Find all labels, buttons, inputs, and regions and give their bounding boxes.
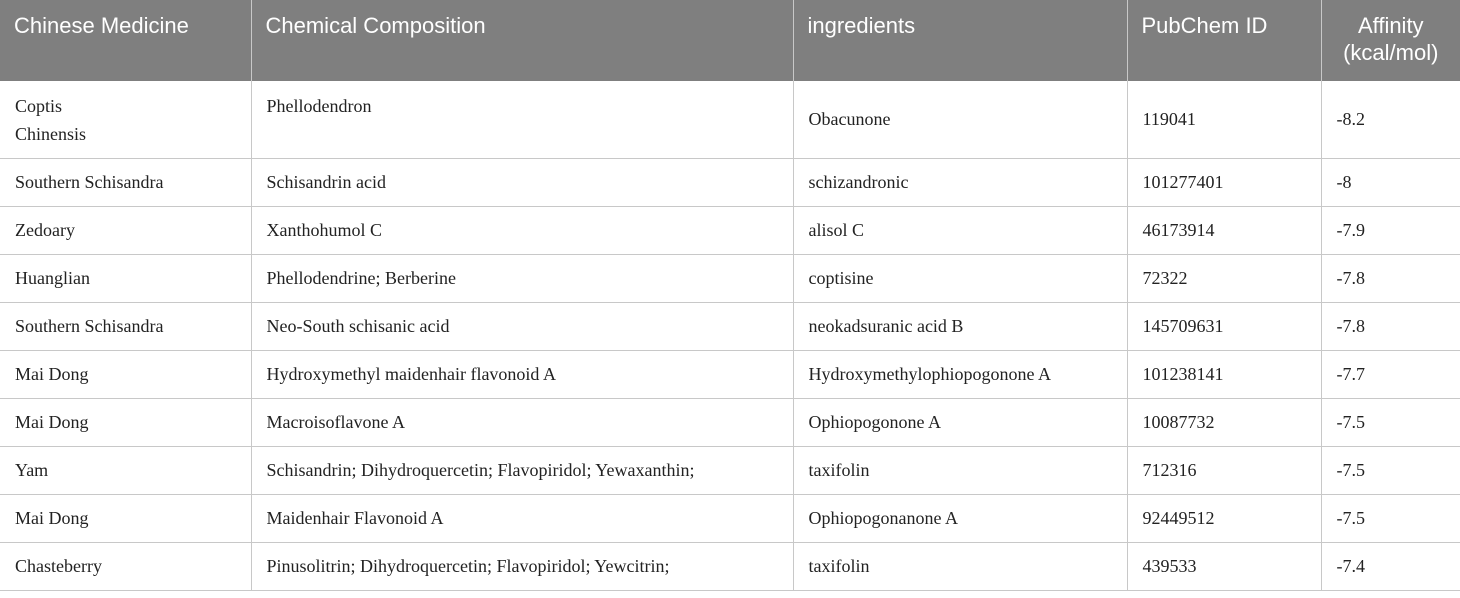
- table-row: [0, 494, 1460, 542]
- cell-affinity: -7.5: [1321, 494, 1460, 542]
- cell-medicine: Southern Schisandra: [0, 158, 251, 206]
- cell-ingredient: neokadsuranic acid B: [793, 302, 1127, 350]
- cell-pubchem-id: 46173914: [1127, 206, 1321, 254]
- cell-affinity: -7.5: [1321, 398, 1460, 446]
- table-row: [0, 206, 1460, 254]
- cell-medicine-line2: Chinensis: [15, 124, 87, 144]
- cell-ingredient: Obacunone: [793, 81, 1127, 158]
- cell-pubchem-id: 145709631: [1127, 302, 1321, 350]
- cell-medicine: Yam: [0, 446, 251, 494]
- header-row: [0, 0, 1460, 81]
- table-row: [0, 254, 1460, 302]
- cell-composition: Phellodendron: [251, 81, 793, 158]
- table-header: [0, 0, 1460, 81]
- cell-pubchem-id: 119041: [1127, 81, 1321, 158]
- header-chemical-composition: Chemical Composition: [251, 0, 793, 81]
- cell-affinity: -7.8: [1321, 302, 1460, 350]
- cell-medicine: Mai Dong: [0, 350, 251, 398]
- cell-medicine: Mai Dong: [0, 494, 251, 542]
- cell-composition: Neo-South schisanic acid: [251, 302, 793, 350]
- cell-ingredient: alisol C: [793, 206, 1127, 254]
- cell-affinity: -7.9: [1321, 206, 1460, 254]
- cell-ingredient: taxifolin: [793, 542, 1127, 590]
- cell-ingredient: coptisine: [793, 254, 1127, 302]
- cell-medicine: [0, 81, 251, 158]
- cell-ingredient: schizandronic: [793, 158, 1127, 206]
- cell-medicine: Mai Dong: [0, 398, 251, 446]
- cell-ingredient: taxifolin: [793, 446, 1127, 494]
- cell-affinity: -7.8: [1321, 254, 1460, 302]
- cell-medicine: Huanglian: [0, 254, 251, 302]
- cell-pubchem-id: 72322: [1127, 254, 1321, 302]
- header-affinity-unit: (kcal/mol): [1343, 40, 1439, 65]
- cell-affinity: -8.2: [1321, 81, 1460, 158]
- cell-medicine-line1: Coptis: [15, 96, 63, 116]
- table-row: [0, 158, 1460, 206]
- cell-composition: Phellodendrine; Berberine: [251, 254, 793, 302]
- table-body: [0, 81, 1460, 590]
- cell-composition: Hydroxymethyl maidenhair flavonoid A: [251, 350, 793, 398]
- cell-affinity: -7.5: [1321, 446, 1460, 494]
- header-affinity-label: Affinity: [1357, 13, 1424, 38]
- cell-ingredient: Ophiopogonone A: [793, 398, 1127, 446]
- cell-medicine: Chasteberry: [0, 542, 251, 590]
- cell-composition: Pinusolitrin; Dihydroquercetin; Flavopiridol; Yewcitrin;: [251, 542, 793, 590]
- header-ingredients: ingredients: [793, 0, 1127, 81]
- cell-pubchem-id: 101277401: [1127, 158, 1321, 206]
- cell-affinity: -7.7: [1321, 350, 1460, 398]
- table-row: [0, 81, 1460, 158]
- header-chinese-medicine: Chinese Medicine: [0, 0, 251, 81]
- cell-ingredient: Hydroxymethylophiopogonone A: [793, 350, 1127, 398]
- table-row: [0, 542, 1460, 590]
- table-row: [0, 302, 1460, 350]
- header-pubchem-id: PubChem ID: [1127, 0, 1321, 81]
- cell-pubchem-id: 101238141: [1127, 350, 1321, 398]
- cell-composition: Macroisoflavone A: [251, 398, 793, 446]
- table-row: [0, 446, 1460, 494]
- cell-composition: Schisandrin; Dihydroquercetin; Flavopiridol; Yewaxanthin;: [251, 446, 793, 494]
- cell-composition: Xanthohumol C: [251, 206, 793, 254]
- table-row: [0, 350, 1460, 398]
- cell-affinity: -8: [1321, 158, 1460, 206]
- table-row: [0, 398, 1460, 446]
- cell-pubchem-id: 10087732: [1127, 398, 1321, 446]
- cell-pubchem-id: 712316: [1127, 446, 1321, 494]
- cell-affinity: -7.4: [1321, 542, 1460, 590]
- header-affinity: [1321, 0, 1460, 81]
- cell-pubchem-id: 92449512: [1127, 494, 1321, 542]
- cell-ingredient: Ophiopogonanone A: [793, 494, 1127, 542]
- cell-composition: Maidenhair Flavonoid A: [251, 494, 793, 542]
- cell-pubchem-id: 439533: [1127, 542, 1321, 590]
- cell-composition: Schisandrin acid: [251, 158, 793, 206]
- cell-medicine: Zedoary: [0, 206, 251, 254]
- cell-medicine: Southern Schisandra: [0, 302, 251, 350]
